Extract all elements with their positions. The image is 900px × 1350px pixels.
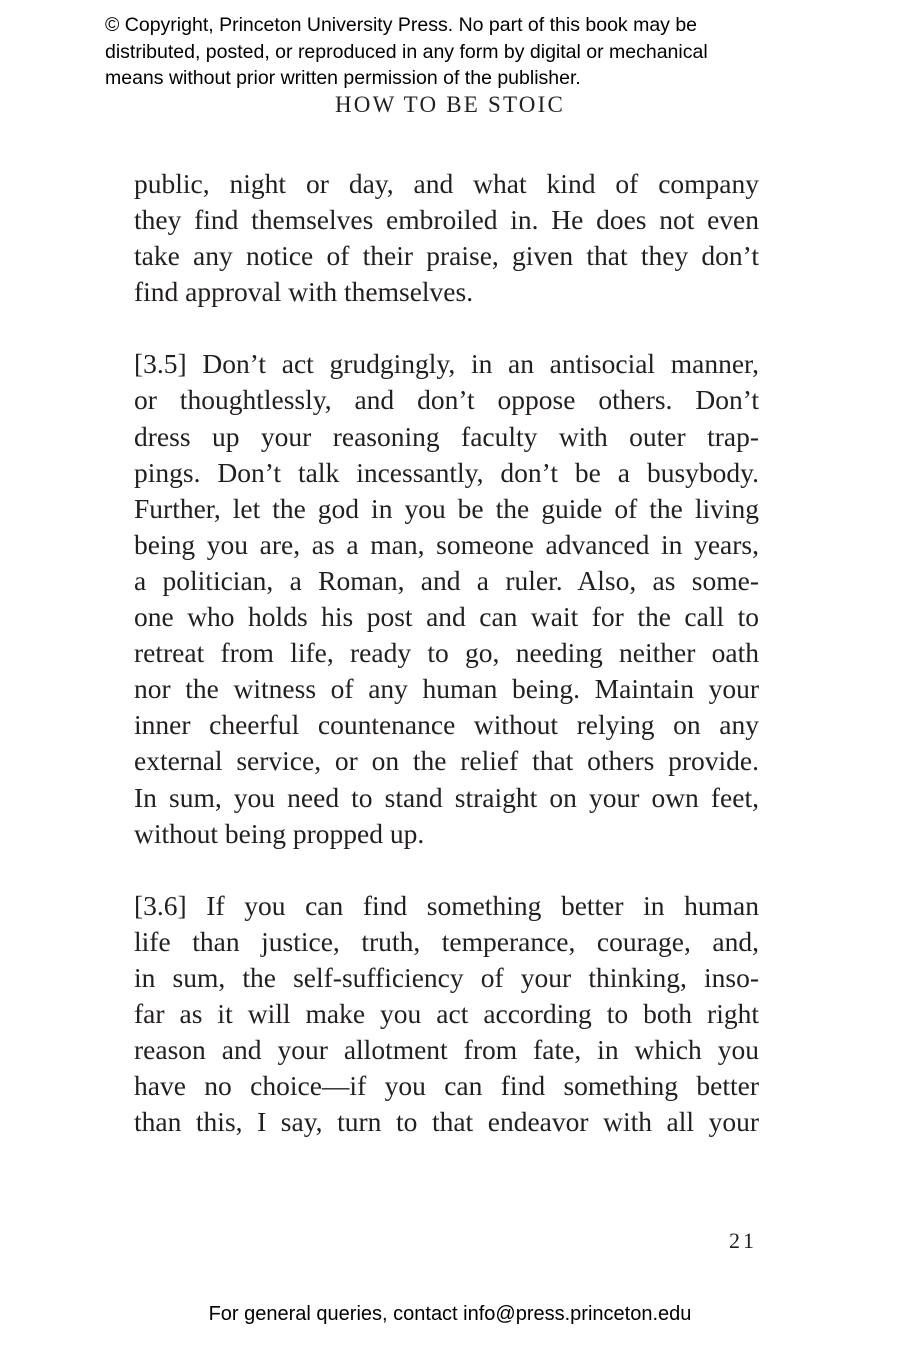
text-line: Further, let the god in you be the guide of the living [134,492,759,524]
text-line: dress up your reasoning faculty with outer trap- [134,420,759,452]
copyright-notice [105,12,825,92]
text-line: or thoughtlessly, and don’t oppose others. Don’t [134,384,759,416]
text-line: they find themselves embroiled in. He does not even [134,204,759,236]
text-line: find approval with themselves. [134,276,474,308]
copyright-line: means without prior written permission of the publisher. [105,67,581,89]
text-line: life than justice, truth, temperance, courage, and, [134,925,759,957]
page-number: 21 [729,1228,757,1253]
text-line: far as it will make you act according to both right [134,997,759,1029]
text-line: in sum, the self-sufficiency of your thinking, inso- [134,961,759,993]
text-line: without being propped up. [134,817,425,849]
text-line: public, night or day, and what kind of company [134,168,759,199]
text-line: nor the witness of any human being. Maintain your [134,673,759,705]
paragraph-3-5 [134,346,759,851]
text-line: pings. Don’t talk incessantly, don’t be a busybody. [134,456,759,488]
text-line: than this, I say, turn to that endeavor with all your [134,1106,759,1138]
text-line: have no choice—if you can find something better [134,1070,759,1102]
text-line: In sum, you need to stand straight on your own feet, [134,781,759,813]
copyright-line: © Copyright, Princeton University Press. No part of this book may be [105,14,698,36]
footer-contact: For general queries, contact info@press.princeton.edu [208,1303,692,1325]
body-text [134,166,759,1140]
text-line: inner cheerful countenance without relying on any [134,709,759,741]
text-line: [3.5] Don’t act grudgingly, in an antisocial manner, [134,348,759,380]
text-line: take any notice of their praise, given that they don’t [134,240,759,272]
text-line: one who holds his post and can wait for the call to [134,601,759,633]
text-line: a politician, a Roman, and a ruler. Also, as some- [134,564,759,596]
paragraph-continuation [134,166,759,310]
running-head: HOW TO BE STOIC [334,92,566,117]
copyright-line: distributed, posted, or reproduced in any form by digital or mechanical [105,40,708,63]
text-line: external service, or on the relief that others provide. [134,745,759,777]
text-line: retreat from life, ready to go, needing neither oath [134,637,759,669]
text-line: reason and your allotment from fate, in which you [134,1034,759,1066]
text-line: being you are, as a man, someone advanced in years, [134,528,759,560]
paragraph-3-6 [134,888,759,1141]
text-line: [3.6] If you can find something better in human [134,889,759,921]
